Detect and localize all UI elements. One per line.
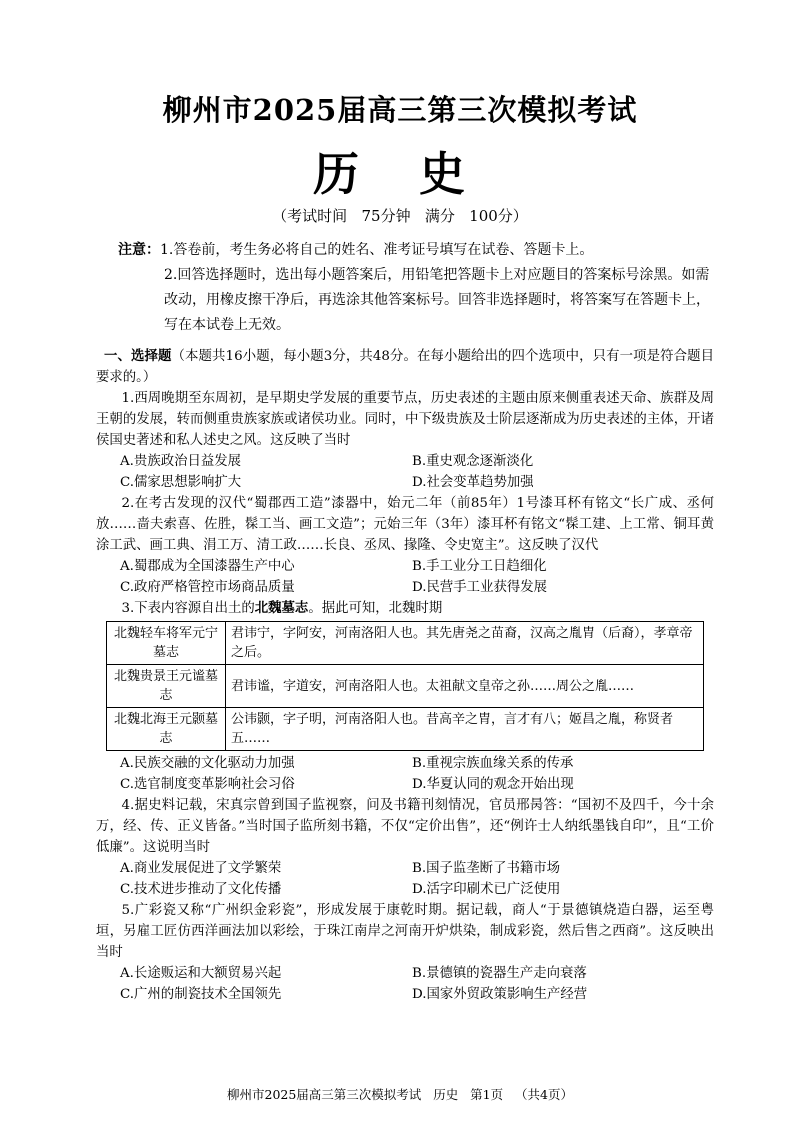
- option: D.社会变革趋势加强: [412, 475, 534, 490]
- note-item: 1.答卷前，考生务必将自己的姓名、准考证号填写在试卷、答题卡上。: [160, 242, 594, 258]
- option-list: [96, 858, 714, 900]
- option: B.重视宗族血缘关系的传承: [412, 756, 574, 771]
- notes-block: [118, 238, 718, 338]
- section-heading: [96, 346, 714, 388]
- page-footer: 柳州市2025届高三第三次模拟考试 历史 第1页 （共4页）: [227, 1087, 573, 1102]
- exam-title: 柳州市2025届高三第三次模拟考试: [162, 93, 638, 127]
- epitaph-table: [106, 621, 704, 751]
- option: A.长途贩运和大额贸易兴起: [120, 966, 282, 981]
- option: B.重史观念逐渐淡化: [412, 454, 534, 469]
- option: D.国家外贸政策影响生产经营: [412, 987, 588, 1002]
- option-list: [96, 753, 714, 795]
- table-cell-name: 北魏轻车将军元宁墓志: [107, 622, 226, 665]
- option: B.景德镇的瓷器生产走向衰落: [412, 966, 587, 981]
- question-stem: 5.广彩瓷又称“广州织金彩瓷”，形成发展于康乾时期。据记载，商人“于景德镇烧造白器，运至粤垣，另雇工匠仿西洋画法加以彩绘，于珠江南岸之河南开炉烘染，制成彩瓷，然后售之西商”。这反映出当时: [96, 903, 714, 960]
- question-stem: 4.据史料记载，宋真宗曾到国子监视察，问及书籍刊刻情况，官员邢昺答：“国初不及四千，今十余万，经、传、正义皆备。”当时国子监所刻书籍，不仅“定价出售”，还“例许士人纳纸墨钱自印”，且“工价低廉”。这说明当时: [96, 798, 714, 855]
- exam-info: （考试时间 75分钟 满分 100分）: [272, 207, 528, 225]
- table-cell-text: 公讳颢，字子明，河南洛阳人也。昔高辛之胄，言才有八；姬昌之胤，称贤者五……: [226, 708, 704, 751]
- table-row: [107, 708, 704, 751]
- option: D.华夏认同的观念开始出现: [412, 777, 574, 792]
- option: A.蜀郡成为全国漆器生产中心: [120, 559, 295, 574]
- question-stem-emphasis: 北魏墓志: [254, 600, 309, 616]
- notes-label: 注意：: [118, 242, 160, 258]
- option-list: [96, 556, 714, 598]
- option: D.活字印刷术已广泛使用: [412, 882, 561, 897]
- question-stem-prefix: 3.下表内容源自出土的: [121, 601, 255, 616]
- option: A.贵族政治日益发展: [120, 454, 242, 469]
- option: A.商业发展促进了文学繁荣: [120, 861, 282, 876]
- option: C.儒家思想影响扩大: [120, 475, 242, 490]
- table-cell-name: 北魏北海王元颢墓志: [107, 708, 226, 751]
- option: C.技术进步推动了文化传播: [120, 882, 282, 897]
- table-cell-text: 君讳谧，字道安，河南洛阳人也。太祖献文皇帝之孙……周公之胤……: [226, 665, 704, 708]
- option: C.广州的制瓷技术全国领先: [120, 987, 282, 1002]
- section-desc: （本题共16小题，每小题3分，共48分。在每小题给出的四个选项中，只有一项是符合题目要求的。）: [96, 349, 714, 385]
- table-cell-name: 北魏贵景王元谧墓志: [107, 665, 226, 708]
- option-list: [96, 451, 714, 493]
- option: B.手工业分工日趋细化: [412, 559, 547, 574]
- section-label: 一、选择题: [104, 348, 172, 364]
- option: C.政府严格管控市场商品质量: [120, 580, 295, 595]
- question-stem: 2.在考古发现的汉代“蜀郡西工造”漆器中，始元二年（前85年）1号漆耳杯有铭文“长广成、丞何放……啬夫索喜、佐胜，髹工当、画工文造”；元始三年（3年）漆耳杯有铭文“髹工建、上工常、铜耳黄涂工武、画工典、涓工万、清工政……长良、丞凤、掾隆、令史宽主”。这反映了汉代: [96, 496, 714, 553]
- option: C.选官制度变革影响社会习俗: [120, 777, 295, 792]
- subject-title: 历 史: [312, 147, 487, 201]
- note-item: 2.回答选择题时，选出每小题答案后，用铅笔把答题卡上对应题目的答案标号涂黑。如需改动，用橡皮擦干净后，再选涂其他答案标号。回答非选择题时，将答案写在答题卡上，写在本试卷上无效。: [164, 267, 710, 333]
- table-row: [107, 665, 704, 708]
- question-stem: 1.西周晚期至东周初，是早期史学发展的重要节点，历史表述的主题由原来侧重表述天命、族群及周王朝的发展，转而侧重贵族家族或诸侯功业。同时，中下级贵族及士阶层逐渐成为历史表述的主体，开诸侯国史著述和私人述史之风。这反映了当时: [96, 391, 714, 448]
- option: B.国子监垄断了书籍市场: [412, 861, 561, 876]
- table-cell-text: 君讳宁，字阿安，河南洛阳人也。其先唐尧之苗裔，汉高之胤胄（后裔），孝章帝之后。: [226, 622, 704, 665]
- option-list: [96, 963, 714, 1005]
- question-stem: [96, 598, 714, 619]
- option: D.民营手工业获得发展: [412, 580, 548, 595]
- table-row: [107, 622, 704, 665]
- question-stem-suffix: 。据此可知，北魏时期: [308, 601, 443, 616]
- option: A.民族交融的文化驱动力加强: [120, 756, 295, 771]
- exam-content: [96, 346, 714, 1005]
